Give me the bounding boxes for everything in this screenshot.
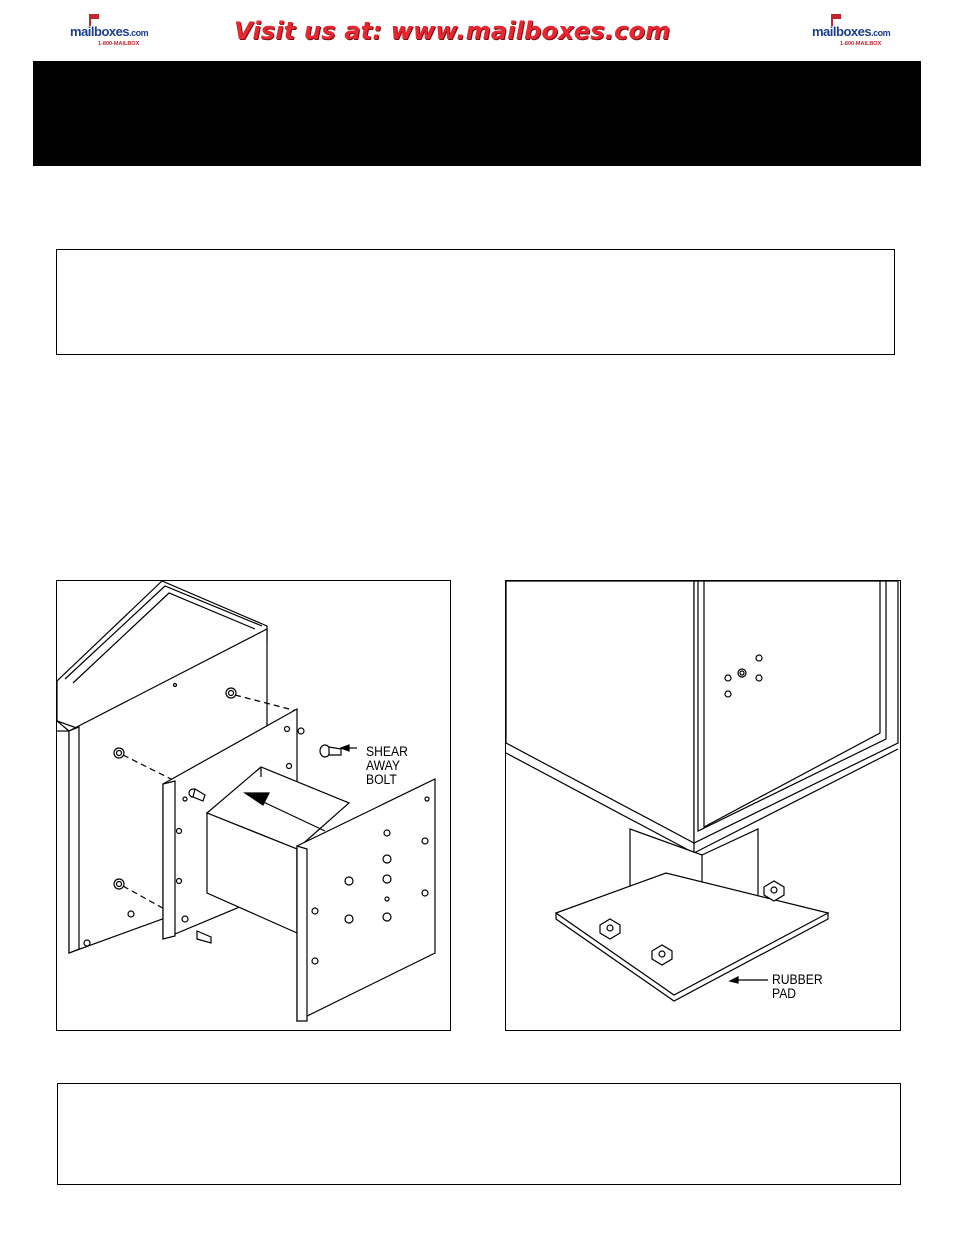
callout-line-2: PAD bbox=[772, 986, 797, 1001]
note-box-top bbox=[56, 249, 895, 355]
logo-brand: mailboxes.com bbox=[70, 24, 149, 39]
title-band bbox=[33, 61, 921, 166]
callout-line-1: SHEAR bbox=[366, 744, 408, 759]
pedestal-base-drawing bbox=[506, 581, 901, 1031]
mailboxes-logo-right[interactable] bbox=[810, 12, 891, 52]
figure-rubber-pad bbox=[505, 580, 901, 1031]
website-banner[interactable]: Visit us at: www.mailboxes.com bbox=[234, 17, 671, 45]
callout-line-2: AWAY bbox=[366, 758, 400, 773]
figure-shear-away-bolt bbox=[56, 580, 451, 1031]
logo-phone: 1-800-MAILBOX bbox=[840, 41, 882, 47]
logo-phone: 1-800-MAILBOX bbox=[98, 41, 140, 47]
callout-shear-away-bolt bbox=[366, 745, 408, 787]
callout-rubber-pad bbox=[772, 973, 823, 1001]
callout-line-1: RUBBER bbox=[772, 972, 823, 987]
logo-brand: mailboxes.com bbox=[812, 24, 891, 39]
mailboxes-logo-left[interactable] bbox=[68, 12, 149, 52]
bolt-assembly-drawing bbox=[57, 581, 451, 1031]
callout-line-3: BOLT bbox=[366, 772, 397, 787]
note-box-bottom bbox=[57, 1083, 901, 1185]
